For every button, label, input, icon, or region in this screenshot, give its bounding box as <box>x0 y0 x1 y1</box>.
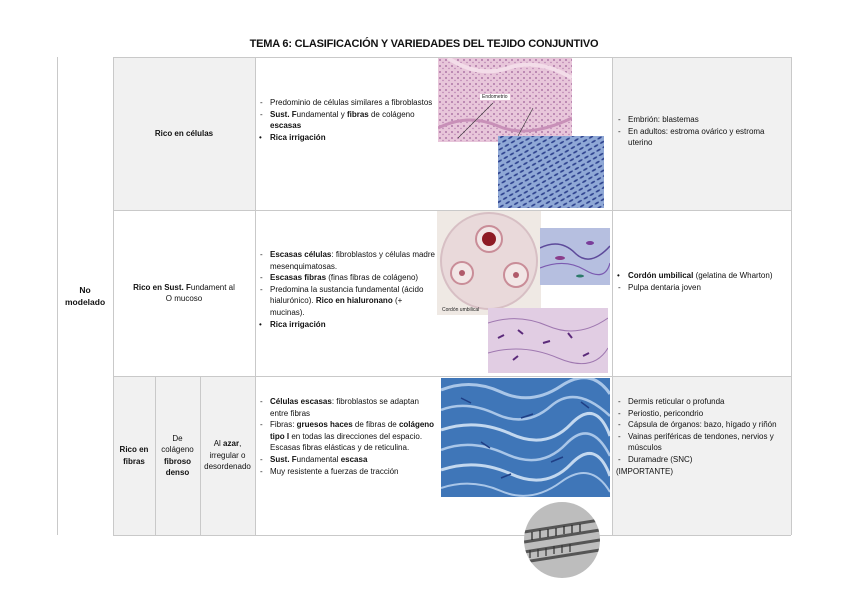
text: colágeno tipo I <box>270 420 435 441</box>
row2-label-cell <box>113 210 255 376</box>
text: de colágeno <box>368 109 415 119</box>
text: azar <box>223 439 240 449</box>
importance-note: (IMPORTANTE) <box>616 466 674 476</box>
text: Rico en Sust. F <box>133 282 191 292</box>
row1-description <box>258 97 436 143</box>
list-item <box>258 109 436 132</box>
text: O mucoso <box>165 294 203 303</box>
list-item <box>258 249 436 272</box>
text: (gelatina de Wharton) <box>693 271 773 280</box>
text: Predominio de células similares a fibroblastos <box>270 98 433 107</box>
list-item <box>616 396 788 408</box>
text: escasa <box>340 454 368 464</box>
row3-arrangement <box>204 438 252 473</box>
text: (+ mucinas). <box>270 296 403 317</box>
text: en todas las direcciones del espacio. Escasas fibras elásticas y de reticulina. <box>270 431 423 453</box>
text: escasas <box>270 121 302 131</box>
text: undamental <box>296 454 341 464</box>
text: Escasas células <box>270 250 332 259</box>
text: de fibras de <box>352 420 399 430</box>
text: Rica irrigación <box>270 319 326 329</box>
left-header-label: No modelado <box>65 285 106 307</box>
umbilical-cord-cross-section <box>437 211 541 315</box>
text: : fibroblastos se adaptan entre fibras <box>270 397 419 418</box>
collagen-em-micrograph <box>524 502 600 578</box>
text: (finas fibras de colágeno) <box>326 273 419 283</box>
list-item <box>258 97 436 109</box>
grid-line <box>612 57 613 535</box>
row3-arrangement-cell <box>200 376 255 535</box>
row2-label <box>124 282 244 305</box>
list-item <box>616 408 788 420</box>
row3-location <box>616 396 788 477</box>
list-item <box>258 272 436 284</box>
list-item <box>258 284 436 319</box>
text: Sust. F <box>270 454 297 464</box>
text: Vainas periféricas de tendones, nervios y músculos <box>628 431 774 453</box>
row3-description <box>258 396 436 477</box>
grid-line <box>255 57 256 535</box>
text: undament al <box>190 282 235 292</box>
wharton-jelly-micrograph <box>488 308 608 373</box>
row1-label: Rico en células <box>154 128 214 138</box>
list-item <box>258 319 436 331</box>
list-item <box>258 132 436 144</box>
text: fibras <box>346 109 369 119</box>
dense-irregular-micrograph <box>441 378 610 497</box>
text: : fibroblastos y células madre mesenquimatosas. <box>270 250 435 271</box>
image-label: Endometrio <box>482 94 508 100</box>
grid-line <box>791 57 792 535</box>
text: undamental y <box>296 109 347 119</box>
list-item <box>616 431 788 454</box>
text: gruesos haces <box>296 420 353 430</box>
list-item <box>616 114 788 126</box>
text: Fibras: <box>270 420 297 430</box>
row3-label: Rico en fibras <box>119 445 149 466</box>
grid-line <box>57 57 58 535</box>
text: Sust. F <box>270 109 297 119</box>
endometrium-micrograph <box>438 58 572 142</box>
list-item <box>258 454 436 466</box>
image-label: Cordón umbilical <box>442 307 480 313</box>
row2-location <box>616 270 788 293</box>
list-item <box>616 454 788 466</box>
text: Cordón umbilical <box>628 271 694 280</box>
text: Pulpa dentaria joven <box>628 282 701 292</box>
row1-label-cell <box>113 57 255 210</box>
list-item <box>616 419 788 431</box>
text: En adultos: estroma ovárico y estroma uterino <box>628 126 765 148</box>
grid-line <box>113 535 791 536</box>
row3-subtype-cell <box>155 376 200 535</box>
text: Predomina la sustancia fundamental (ácido hialurónico). <box>270 284 424 306</box>
list-item <box>616 270 788 282</box>
row1-location <box>616 114 788 149</box>
list-item <box>616 282 788 294</box>
text: De colágeno <box>161 433 194 454</box>
text: fibroso denso <box>163 456 192 477</box>
text: , irregular o desordenado <box>204 439 251 472</box>
list-item <box>258 466 436 478</box>
row2-description <box>258 249 436 330</box>
left-header-cell <box>57 57 113 535</box>
text: Rica irrigación <box>270 132 326 142</box>
list-item <box>258 396 436 419</box>
cell-rich-micrograph <box>498 136 604 208</box>
row3-label-cell <box>113 376 155 535</box>
text: Rico en hialuronano <box>315 296 393 306</box>
text: Embrión: blastemas <box>628 115 699 124</box>
list-item <box>258 419 436 454</box>
mucous-tissue-micrograph <box>540 228 610 285</box>
text: Células escasas <box>270 397 332 406</box>
text: Periostio, pericondrio <box>628 408 704 418</box>
list-item <box>616 126 788 149</box>
text: Dermis reticular o profunda <box>628 397 725 406</box>
text: Cápsula de órganos: bazo, hígado y riñón <box>628 420 777 430</box>
row3-subtype <box>157 433 199 479</box>
text: Escasas fibras <box>270 273 327 283</box>
text: Duramadre (SNC) <box>628 454 693 464</box>
text: Al <box>213 439 224 449</box>
page-title: TEMA 6: CLASIFICACIÓN Y VARIEDADES DEL TEJIDO CONJUNTIVO <box>249 38 599 50</box>
text: Muy resistente a fuerzas de tracción <box>270 466 399 476</box>
